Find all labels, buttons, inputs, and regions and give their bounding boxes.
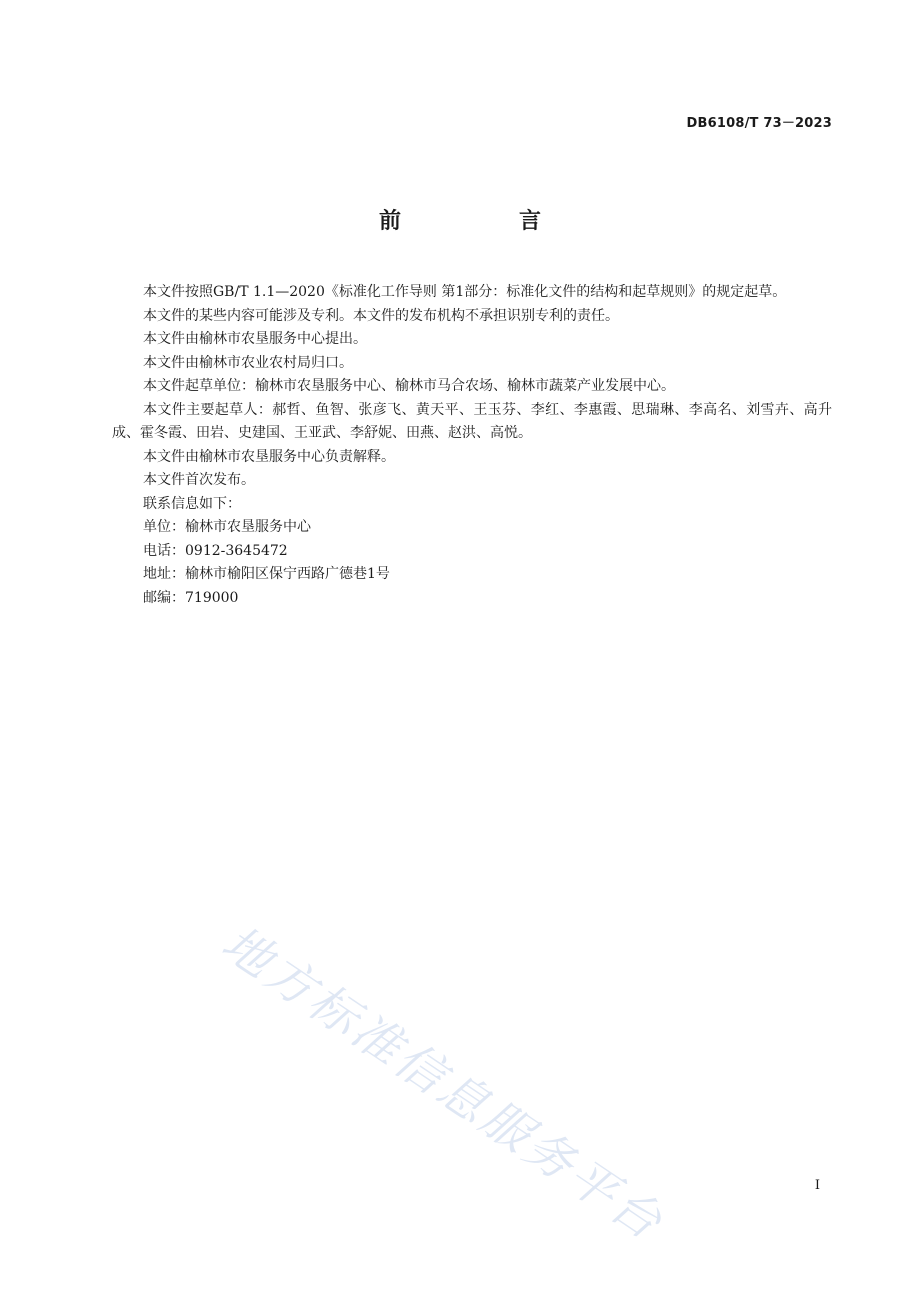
contact-phone: 电话：0912-3645472 (143, 542, 288, 559)
paragraph-patent-notice: 本文件的某些内容可能涉及专利。本文件的发布机构不承担识别专利的责任。 (143, 307, 619, 324)
paragraph-drafters: 本文件主要起草人：郝哲、鱼智、张彦飞、黄天平、王玉芬、李红、李惠霞、思瑞琳、李高名、刘雪卉、高升成、霍冬霞、田岩、史建国、王亚武、李舒妮、田燕、赵洪、高悦。 (112, 401, 832, 441)
foreword-body (112, 281, 832, 610)
paragraph-administrator: 本文件由榆林市农业农村局归口。 (143, 354, 353, 371)
paragraph-interpretation: 本文件由榆林市农垦服务中心负责解释。 (143, 448, 395, 465)
contact-address: 地址：榆林市榆阳区保宁西路广德巷1号 (143, 566, 390, 582)
document-code: DB6108/T 73－2023 (686, 116, 832, 131)
watermark-text: 地方标准信息服务平台 (211, 915, 675, 1253)
paragraph-standard-basis: 本文件按照GB/T 1.1—2020《标准化工作导则 第1部分：标准化文件的结构和起草规则》的规定起草。 (143, 284, 787, 300)
page-title: 前 言 (378, 209, 589, 234)
page-number: I (814, 1178, 820, 1193)
paragraph-proposer: 本文件由榆林市农垦服务中心提出。 (143, 331, 367, 347)
contact-unit: 单位：榆林市农垦服务中心 (143, 519, 311, 535)
contact-postcode: 邮编：719000 (143, 589, 239, 606)
paragraph-drafting-units: 本文件起草单位：榆林市农垦服务中心、榆林市马合农场、榆林市蔬菜产业发展中心。 (143, 378, 675, 394)
paragraph-first-release: 本文件首次发布。 (143, 472, 255, 488)
paragraph-contact-intro: 联系信息如下： (143, 495, 241, 512)
